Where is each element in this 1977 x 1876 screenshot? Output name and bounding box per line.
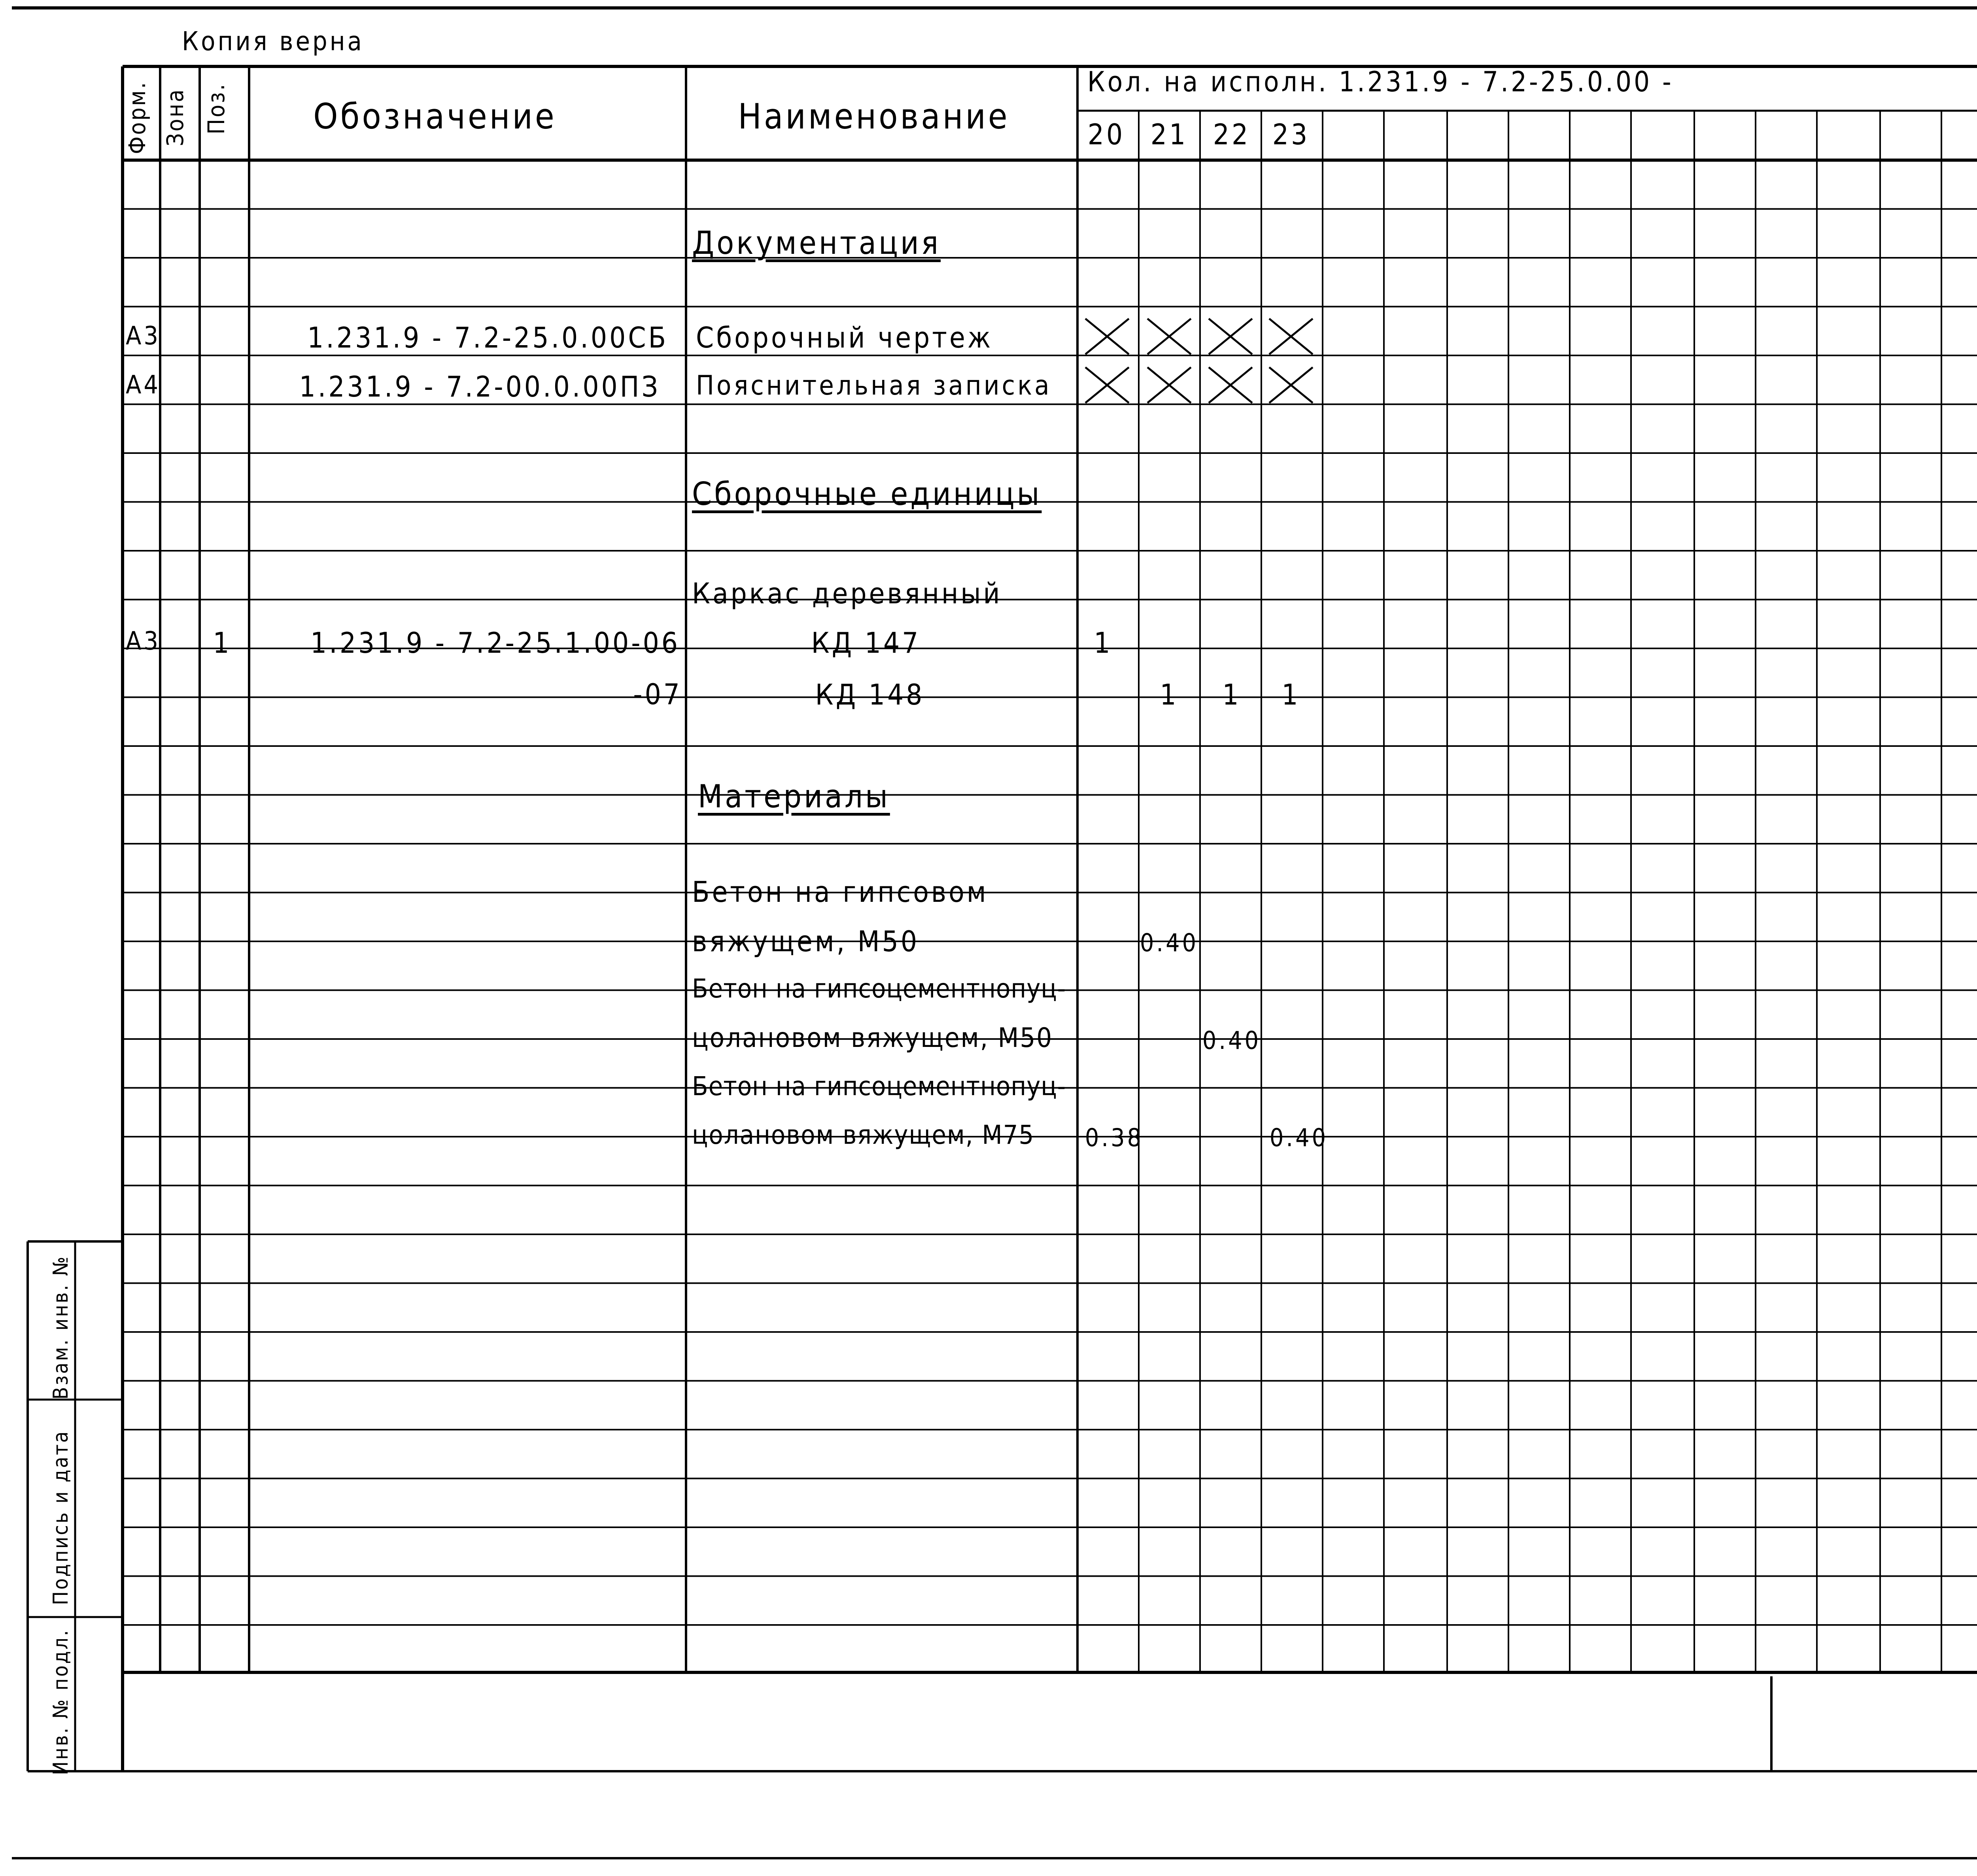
frame2-name: КД 148 [815, 678, 925, 711]
header-variant-23: 23 [1272, 118, 1310, 151]
frame2-designation: -07 [633, 678, 682, 711]
mat1-q21: 0.40 [1140, 928, 1199, 957]
doc1-designation: 1.231.9 - 7.2-25.0.00СБ [307, 321, 668, 354]
frame1-designation: 1.231.9 - 7.2-25.1.00-06 [310, 626, 680, 659]
header-zone: Зона [162, 88, 189, 146]
copy-note: Копия верна [182, 26, 364, 57]
section-materials: Материалы [698, 778, 890, 815]
frame2-q21: 1 [1160, 678, 1179, 711]
header-name: Наименование [738, 96, 1010, 137]
stamp-vzam: Взам. инв. № [49, 1255, 73, 1400]
section-documentation: Документация [692, 225, 941, 261]
doc1-name: Сборочный чертеж [696, 321, 993, 354]
mat3-line1: Бетон на гипсоцементнопуц- [692, 1071, 1066, 1101]
mat3-q20: 0.38 [1085, 1123, 1144, 1152]
header-format: Форм. [124, 81, 151, 154]
doc2-name: Пояснительная записка [696, 370, 1052, 401]
header-position: Поз. [203, 82, 230, 134]
frame1-position: 1 [213, 626, 232, 659]
mat2-q22: 0.40 [1202, 1026, 1261, 1055]
mat2-line1: Бетон на гипсоцементнопуц- [692, 973, 1066, 1004]
frame1-q20: 1 [1094, 626, 1113, 659]
doc2-format: А4 [126, 370, 161, 400]
mat1-line1: Бетон на гипсовом [692, 875, 988, 909]
header-variant-20: 20 [1087, 118, 1125, 151]
mat3-q23: 0.40 [1269, 1123, 1329, 1152]
section-assembly-units: Сборочные единицы [692, 476, 1042, 512]
header-variant-22: 22 [1213, 118, 1251, 151]
stamp-podpis: Подпись и дата [49, 1430, 73, 1605]
mat1-line2: вяжущем, М50 [692, 925, 920, 958]
frame-title: Каркас деревянный [692, 577, 1002, 610]
doc1-format: А3 [126, 321, 161, 351]
frame2-q23: 1 [1281, 678, 1300, 711]
mat3-line2: цолановом вяжущем, М75 [692, 1120, 1035, 1150]
header-designation: Обозначение [313, 96, 557, 137]
header-variant-21: 21 [1150, 118, 1188, 151]
frame1-name: КД 147 [811, 626, 921, 659]
frame1-format: А3 [126, 627, 161, 656]
doc2-designation: 1.231.9 - 7.2-00.0.00ПЗ [299, 370, 660, 403]
frame2-q22: 1 [1222, 678, 1241, 711]
stamp-inv-podl: Инв. № подл. [49, 1629, 73, 1775]
mat2-line2: цолановом вяжущем, М50 [692, 1022, 1053, 1054]
header-quantity: Кол. на исполн. 1.231.9 - 7.2-25.0.00 - [1087, 66, 1674, 98]
